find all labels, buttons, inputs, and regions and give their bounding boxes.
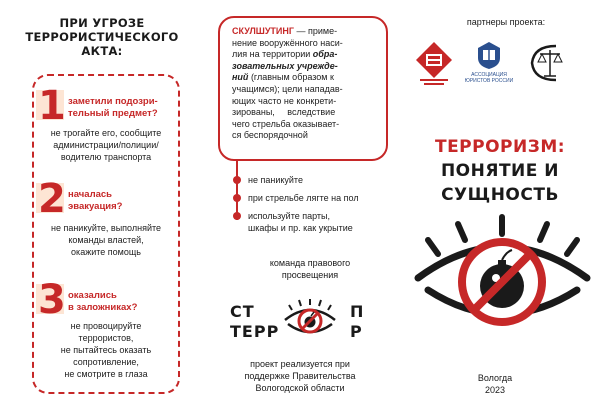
title-line: ТЕРРОРИЗМ: — [434, 137, 566, 157]
association-emblem-icon — [475, 40, 503, 70]
lawyers-association-logo — [462, 40, 516, 94]
scales-of-justice-icon — [526, 40, 566, 86]
definition-fragment: — приме- — [294, 26, 338, 36]
project-line: проект реализуется при — [250, 359, 350, 369]
step-title-line: в заложниках? — [68, 302, 138, 313]
logo-terr: ТЕРР — [230, 322, 280, 341]
logo-r: Р — [350, 322, 363, 341]
crossed-eye-bomb-icon — [410, 212, 595, 342]
association-line: ЮРИСТОВ РОССИИ — [464, 78, 514, 84]
main-title — [410, 135, 590, 207]
project-line: поддержке Правительства — [244, 371, 356, 381]
definition-fragment: (главным образом к — [248, 72, 334, 83]
step-text-line: команды властей, — [68, 235, 144, 245]
definition-fragment: лия на территории — [232, 49, 313, 60]
title-line: ПОНЯТИЕ И — [440, 161, 560, 181]
definition-fragment: нение вооружённого наси- — [232, 37, 343, 48]
bullet-dot — [233, 176, 241, 184]
team-line: просвещения — [281, 270, 339, 280]
step-text-line: администрации/полиции/ — [53, 140, 159, 150]
step-text-line: не паникуйте, выполняйте — [50, 223, 162, 233]
tips-connector — [236, 160, 238, 220]
year: 2023 — [484, 385, 506, 395]
middle-panel — [200, 0, 400, 414]
bullet-dot — [233, 212, 241, 220]
step-title-line: тельный предмет? — [68, 108, 158, 119]
definition-fragment: ющих часто не конкрети- — [232, 95, 337, 106]
heading-line: АКТА: — [81, 44, 123, 58]
step-text-line: сопротивление, — [73, 357, 139, 367]
title-line: СУЩНОСТЬ — [441, 185, 559, 205]
logo-st: СТ — [230, 302, 255, 321]
right-panel — [400, 0, 600, 414]
definition-fragment: учащимся); цели нападав- — [232, 83, 343, 94]
definition-fragment: ся беспорядочной — [232, 130, 308, 141]
step-text-line: террористов, — [78, 333, 134, 343]
city-name: Вологда — [477, 373, 513, 383]
step-title-line: заметили подозри- — [68, 96, 158, 107]
step-2-title — [68, 189, 122, 213]
partner-emblem-icon — [414, 40, 454, 86]
project-caption — [225, 358, 375, 394]
logo-p: П — [350, 302, 365, 321]
bullet-dot — [233, 194, 241, 202]
heading-line: ТЕРРОРИСТИЧЕСКОГО — [25, 30, 179, 44]
definition-fragment: зированы, вследствие — [232, 107, 336, 118]
association-caption — [462, 72, 516, 84]
team-caption — [255, 257, 365, 281]
definition-keyword: СКУЛШУТИНГ — [232, 26, 294, 36]
tip-line: используйте парты, — [248, 211, 331, 221]
tip-item — [248, 210, 353, 234]
step-title-line: оказались — [68, 290, 117, 301]
step-1-text — [36, 127, 176, 163]
step-title-line: началась — [68, 189, 113, 200]
city-year — [460, 372, 530, 396]
step-text-line: водителю транспорта — [60, 152, 152, 162]
definition-text — [232, 26, 382, 142]
association-line: АССОЦИАЦИЯ — [471, 72, 507, 78]
tip-item: не паникуйте — [248, 175, 303, 185]
team-eye-icon — [282, 296, 338, 340]
step-text-line: не смотрите в глаза — [64, 369, 148, 379]
team-line: команда правового — [269, 258, 351, 268]
definition-emphasis: обра- — [312, 49, 338, 60]
step-3-title — [68, 290, 137, 314]
definition-fragment: чего стрельба оказывает- — [232, 118, 340, 129]
step-text-line: окажите помощь — [71, 247, 141, 257]
step-title-line: эвакуация? — [68, 201, 123, 212]
step-3-number: 3 — [38, 277, 66, 323]
step-text-line: не пытайтесь оказать — [60, 345, 152, 355]
step-3-text — [36, 320, 176, 380]
definition-emphasis: зовательных учрежде- — [232, 60, 338, 71]
threat-heading — [22, 16, 182, 58]
definition-callout — [218, 16, 388, 161]
step-text-line: не провоцируйте — [70, 321, 142, 331]
step-text-line: не трогайте его, сообщите — [50, 128, 162, 138]
project-line: Вологодской области — [255, 383, 345, 393]
partners-label: партнеры проекта: — [466, 17, 546, 27]
tip-line: шкафы и пр. как укрытие — [248, 223, 353, 233]
step-2-number: 2 — [38, 176, 66, 222]
step-2-text — [36, 222, 176, 258]
heading-line: ПРИ УГРОЗЕ — [59, 16, 145, 30]
tip-item: при стрельбе лягте на пол — [248, 193, 359, 203]
step-1-title — [68, 96, 158, 120]
step-1-number: 1 — [38, 83, 66, 129]
left-panel — [0, 0, 200, 414]
definition-emphasis: ний — [232, 72, 249, 83]
